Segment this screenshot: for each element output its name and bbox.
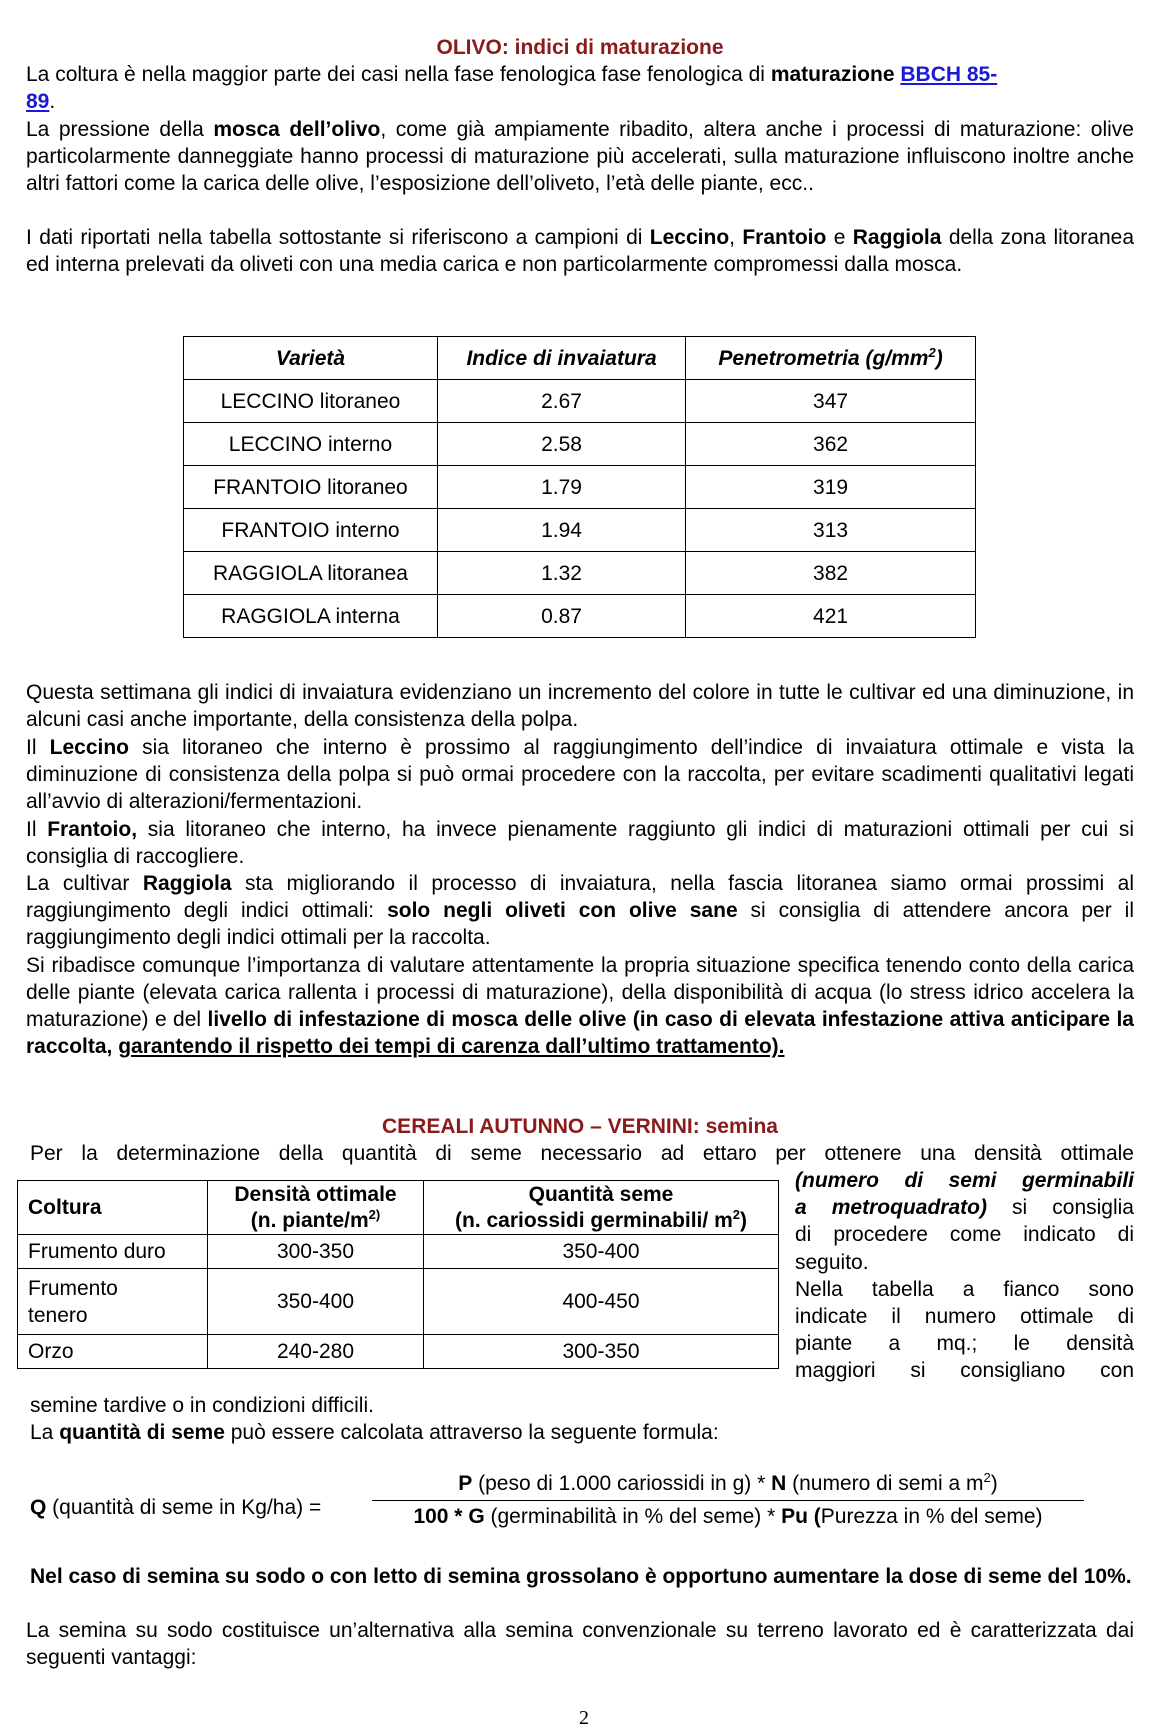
header-densita: Densità ottimale (n. piante/$m^{2)}$ <box>208 1181 424 1235</box>
cell-penetrometria: 421 <box>686 595 976 638</box>
table-row <box>184 423 976 466</box>
table-row <box>184 509 976 552</box>
cell-indice: 2.67 <box>437 380 685 423</box>
cell-indice: 1.32 <box>437 552 685 595</box>
table-header-row <box>184 337 976 380</box>
table-row <box>18 1269 779 1335</box>
cell-indice: 2.58 <box>437 423 685 466</box>
table-row <box>18 1335 779 1369</box>
cell-varieta: LECCINO litoraneo <box>184 380 438 423</box>
cell-indice: 0.87 <box>437 595 685 638</box>
formula-label: Q (quantità di seme in Kg/ha) = <box>30 1496 322 1519</box>
header-quantita: Quantità seme (n. cariossidi germinabili/ $m^2$) <box>424 1181 779 1235</box>
cell-coltura: Frumento tenero <box>18 1269 208 1335</box>
paragraph-campioni: I dati riportati nella tabella sottostante si riferiscono a campioni di Leccino, Frantoio e Raggiola della zona litoranea ed interna prelevati da oliveti con una media carica e non particolarmente compromessi dalla mosca. <box>26 226 1135 276</box>
cell-densita: 240-280 <box>208 1335 424 1369</box>
table-cereali <box>17 1180 779 1369</box>
paragraph-sodo-bold: Nel caso di semina su sodo o con letto di semina grossolano è opportuno aumentare la dose di seme del 10%. <box>30 1565 1132 1588</box>
cell-indice: 1.79 <box>437 466 685 509</box>
paragraph-sodo: La semina su sodo costituisce un’alternativa alla semina convenzionale su terreno lavorato ed è caratterizzata dai seguenti vantaggi: <box>26 1619 1134 1669</box>
cell-densita: 300-350 <box>208 1235 424 1269</box>
cell-penetrometria: 347 <box>686 380 976 423</box>
underlined-carenza: garantendo il rispetto dei tempi di carenza dall’ultimo trattamento). <box>118 1035 785 1058</box>
page-number: 2 <box>579 1707 589 1724</box>
section-title-cereali: CEREALI AUTUNNO – VERNINI: semina <box>382 1115 778 1138</box>
cell-coltura: Frumento duro <box>18 1235 208 1269</box>
paragraph-semine-tardive: semine tardive o in condizioni difficili. <box>30 1394 374 1417</box>
table-row <box>184 466 976 509</box>
cell-varieta: RAGGIOLA litoranea <box>184 552 438 595</box>
section-title-olivo: OLIVO: indici di maturazione <box>436 36 724 59</box>
cell-quantita: 400-450 <box>424 1269 779 1335</box>
cell-quantita: 350-400 <box>424 1235 779 1269</box>
cell-quantita: 300-350 <box>424 1335 779 1369</box>
header-varieta: Varietà <box>184 337 438 380</box>
paragraph-phenology: La coltura è nella maggior parte dei casi nella fase fenologica fase fenologica di maturazione BBCH 85- 89. <box>26 63 998 113</box>
side-text-cereali: (numero di semi germinabili a metroquadrato) si consiglia di procedere come indicato di seguito. Nella tabella a fianco sono indicate il numero ottimale di piante a mq.; le densità maggiori si consigliano con <box>795 1169 1134 1383</box>
cell-coltura: Orzo <box>18 1335 208 1369</box>
paragraph-raggiola: La cultivar Raggiola sta migliorando il processo di invaiatura, nella fascia litoranea siamo ormai prossimi al raggiungimento degli indici ottimali: solo negli oliveti con olive sane si consiglia di attendere ancora per il raggiungimento degli indici ottimali per la raccolta. <box>26 872 1134 949</box>
cell-varieta: RAGGIOLA interna <box>184 595 438 638</box>
paragraph-leccino: Il Leccino sia litoraneo che interno è prossimo al raggiungimento dell’indice di invaiatura ottimale e vista la diminuzione di consistenza della polpa si può ormai procedere con la raccolta, per evitare scadimenti qualitativi legati all’avvio di alterazioni/fermentazioni. <box>26 736 1134 813</box>
bold-maturazione: maturazione <box>770 63 895 86</box>
cell-penetrometria: 382 <box>686 552 976 595</box>
paragraph-frantoio: Il Frantoio, sia litoraneo che interno, ha invece pienamente raggiunto gli indici di maturazioni ottimali per cui si consiglia di raccogliere. <box>26 818 1134 868</box>
header-coltura: Coltura <box>18 1181 208 1235</box>
header-indice: Indice di invaiatura <box>437 337 685 380</box>
paragraph-cereali-intro: Per la determinazione della quantità di seme necessario ad ettaro per ottenere una densità ottimale <box>30 1142 1134 1165</box>
cell-penetrometria: 313 <box>686 509 976 552</box>
table-row <box>184 552 976 595</box>
formula-fraction-bar <box>372 1500 1084 1501</box>
header-penetrometria: Penetrometria $(g/mm^2)$ <box>686 337 976 380</box>
cell-densita: 350-400 <box>208 1269 424 1335</box>
bbch-link[interactable]: BBCH 85- 89 <box>26 63 998 113</box>
table-invaiatura <box>183 336 976 638</box>
table-row <box>184 380 976 423</box>
table-row <box>184 595 976 638</box>
cell-penetrometria: 319 <box>686 466 976 509</box>
table-row <box>18 1235 779 1269</box>
paragraph-ribadisce: Si ribadisce comunque l’importanza di valutare attentamente la propria situazione specifica tenendo conto della carica delle piante (elevata carica rallenta i processi di maturazione), della disponibilità di acqua (lo stress idrico accelera la maturazione) e del livello di infestazione di mosca delle olive (in caso di elevata infestazione attiva anticipare la raccolta, garantendo il rispetto dei tempi di carenza dall’ultimo trattamento). <box>26 954 1134 1058</box>
cell-varieta: FRANTOIO litoraneo <box>184 466 438 509</box>
paragraph-formula-intro: La quantità di seme può essere calcolata attraverso la seguente formula: <box>30 1421 719 1444</box>
bold-mosca-olivo: mosca dell’olivo <box>213 118 381 141</box>
cell-varieta: FRANTOIO interno <box>184 509 438 552</box>
formula-denominator: 100 * G (germinabilità in % del seme) * Pu (Purezza in % del seme) <box>413 1505 1043 1528</box>
paragraph-mosca: La pressione della mosca dell’olivo, come già ampiamente ribadito, altera anche i processi di maturazione: olive particolarmente danneggiate hanno processi di maturazione più accelerati, sulla maturazione influiscono inoltre anche altri fattori come la carica delle olive, l’esposizione dell’oliveto, l’età delle piante, ecc.. <box>26 118 1134 195</box>
cell-indice: 1.94 <box>437 509 685 552</box>
cell-penetrometria: 362 <box>686 423 976 466</box>
table-header-row <box>18 1181 779 1235</box>
formula-numerator: P (peso di 1.000 cariossidi in g) * N (numero di semi a $m^2$) <box>458 1470 998 1495</box>
cell-varieta: LECCINO interno <box>184 423 438 466</box>
paragraph-settimana: Questa settimana gli indici di invaiatura evidenziano un incremento del colore in tutte le cultivar ed una diminuzione, in alcuni casi anche importante, della consistenza della polpa. <box>26 681 1134 731</box>
